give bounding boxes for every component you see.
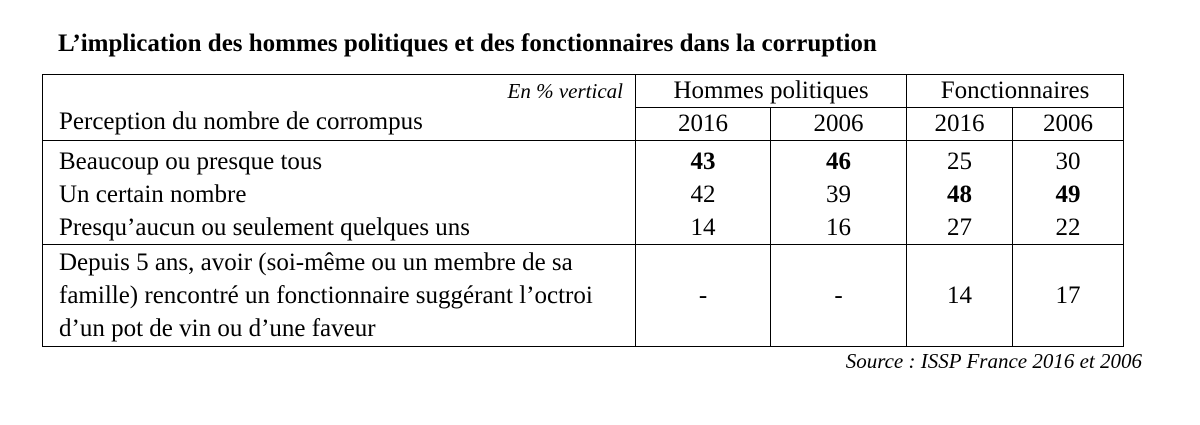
cell-value: 30 [1013,141,1124,179]
cell-value: 49 [1013,178,1124,211]
row-label: Beaucoup ou presque tous [43,141,636,179]
group-header-hommes-politiques: Hommes politiques [636,75,907,108]
cell-value: 27 [907,211,1013,245]
cell-value: 25 [907,141,1013,179]
table-row [43,141,1124,179]
cell-value: - [636,245,771,347]
year-header: 2006 [1013,108,1124,141]
table-title: L’implication des hommes politiques et des fonctionnaires dans la corruption [58,30,877,57]
cell-value: 46 [771,141,907,179]
year-header: 2016 [636,108,771,141]
corruption-table [42,74,1124,347]
cell-value: - [771,245,907,347]
year-header: 2016 [907,108,1013,141]
table-row [43,245,1124,347]
table-row [43,211,1124,245]
cell-value: 39 [771,178,907,211]
cell-value: 48 [907,178,1013,211]
cell-value: 14 [907,245,1013,347]
group-header-fonctionnaires: Fonctionnaires [907,75,1124,108]
unit-label: En % vertical [43,75,636,108]
row-label: Depuis 5 ans, avoir (soi-même ou un membre de sa famille) rencontré un fonctionnaire suggérant l’octroi d’un pot de vin ou d’une faveur [43,245,636,347]
cell-value: 43 [636,141,771,179]
cell-value: 42 [636,178,771,211]
cell-value: 17 [1013,245,1124,347]
row-label: Presqu’aucun ou seulement quelques uns [43,211,636,245]
source-note: Source : ISSP France 2016 et 2006 [845,349,1142,373]
row-label: Un certain nombre [43,178,636,211]
year-header: 2006 [771,108,907,141]
cell-value: 14 [636,211,771,245]
row-header-label: Perception du nombre de corrompus [43,108,636,141]
table-row [43,178,1124,211]
cell-value: 16 [771,211,907,245]
cell-value: 22 [1013,211,1124,245]
